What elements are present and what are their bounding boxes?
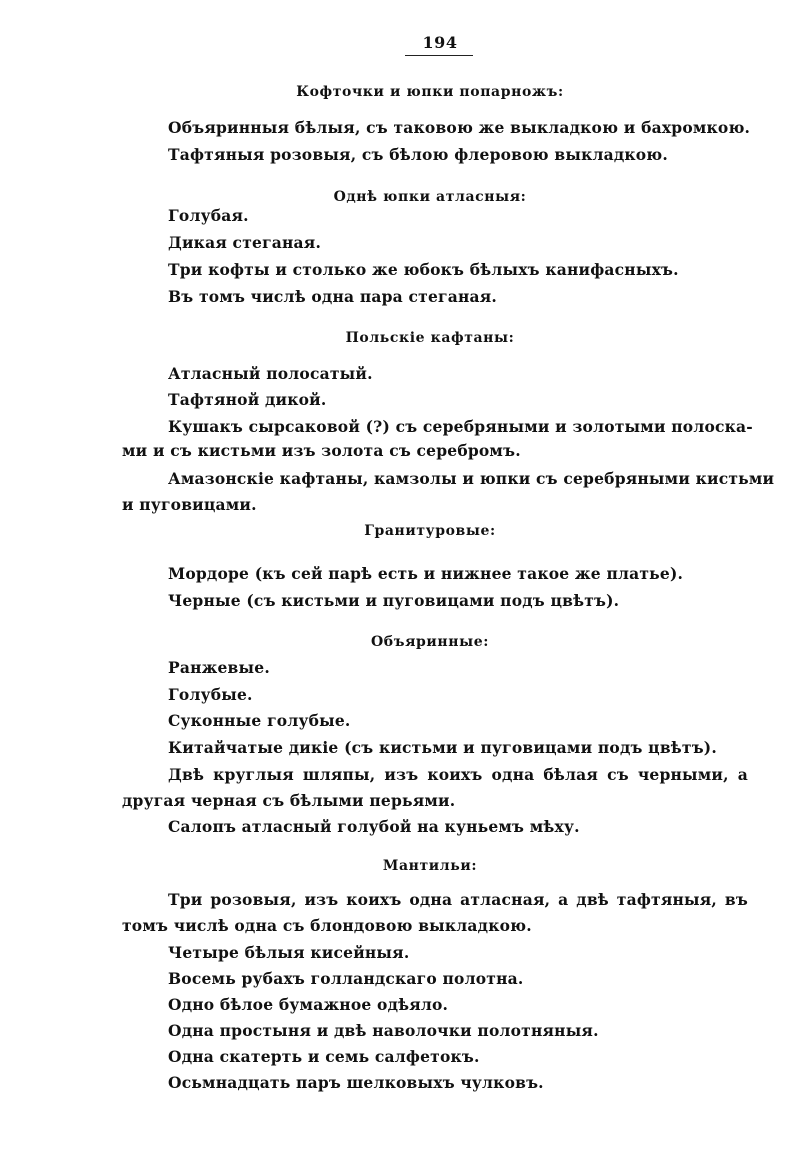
text-line: Китайчатые дикіе (съ кистьми и пуговицами подъ цвѣтъ).	[168, 738, 717, 757]
text-line: Голубые.	[168, 685, 253, 704]
text-line: Три розовыя, изъ коихъ одна атласная, а двѣ тафтяныя, въ	[168, 890, 748, 909]
text-line: Объяринныя бѣлыя, съ таковою же выкладкою и бахромкою.	[168, 118, 751, 137]
text-line: Амазонскіе кафтаны, камзолы и юпки съ серебряными кистьми	[168, 469, 775, 488]
text-line: Три кофты и столько же юбокъ бѣлыхъ канифасныхъ.	[168, 260, 679, 279]
text-line: и пуговицами.	[122, 495, 257, 514]
section-heading: Мантильи:	[382, 858, 478, 874]
text-line: Кушакъ сырсаковой (?) съ серебряными и золотыми полоска-	[168, 417, 753, 436]
text-line: Осьмнадцать паръ шелковыхъ чулковъ.	[168, 1073, 544, 1092]
text-line: Черные (съ кистьми и пуговицами подъ цвѣтъ).	[168, 591, 620, 610]
page-number-rule	[405, 55, 473, 56]
section-heading: Кофточки и юпки попарножъ:	[296, 84, 564, 100]
text-line: Суконные голубые.	[168, 711, 351, 730]
page-number: 194	[422, 33, 458, 52]
text-line: Одна скатерть и семь салфетокъ.	[168, 1047, 480, 1066]
text-line: Салопъ атласный голубой на куньемъ мѣху.	[168, 817, 580, 836]
text-line: Тафтяной дикой.	[168, 390, 327, 409]
text-line: Восемь рубахъ голландскаго полотна.	[168, 969, 524, 988]
text-line: Въ томъ числѣ одна пара стеганая.	[168, 287, 497, 306]
text-line: Атласный полосатый.	[168, 364, 373, 383]
text-line: Голубая.	[168, 206, 249, 225]
text-line: Одна простыня и двѣ наволочки полотняныя.	[168, 1021, 599, 1040]
text-line: Мордоре (къ сей парѣ есть и нижнее такое же платье).	[168, 564, 684, 583]
section-heading: Гранитуровые:	[364, 523, 496, 539]
text-line: ми и съ кистьми изъ золота съ серебромъ.	[122, 441, 521, 460]
section-heading: Объяринные:	[371, 634, 489, 650]
text-line: Двѣ круглыя шляпы, изъ коихъ одна бѣлая съ черными, а	[168, 765, 748, 784]
section-heading: Однѣ юпки атласныя:	[333, 189, 527, 205]
text-line: Тафтяныя розовыя, съ бѣлою флеровою выкладкою.	[168, 145, 668, 164]
text-line: другая черная съ бѣлыми перьями.	[122, 791, 456, 810]
text-line: Ранжевые.	[168, 658, 270, 677]
text-line: Одно бѣлое бумажное одѣяло.	[168, 995, 449, 1014]
text-line: Дикая стеганая.	[168, 233, 322, 252]
text-line: Четыре бѣлыя кисейныя.	[168, 943, 410, 962]
text-line: томъ числѣ одна съ блондовою выкладкою.	[122, 916, 532, 935]
section-heading: Польскіе кафтаны:	[345, 330, 515, 346]
